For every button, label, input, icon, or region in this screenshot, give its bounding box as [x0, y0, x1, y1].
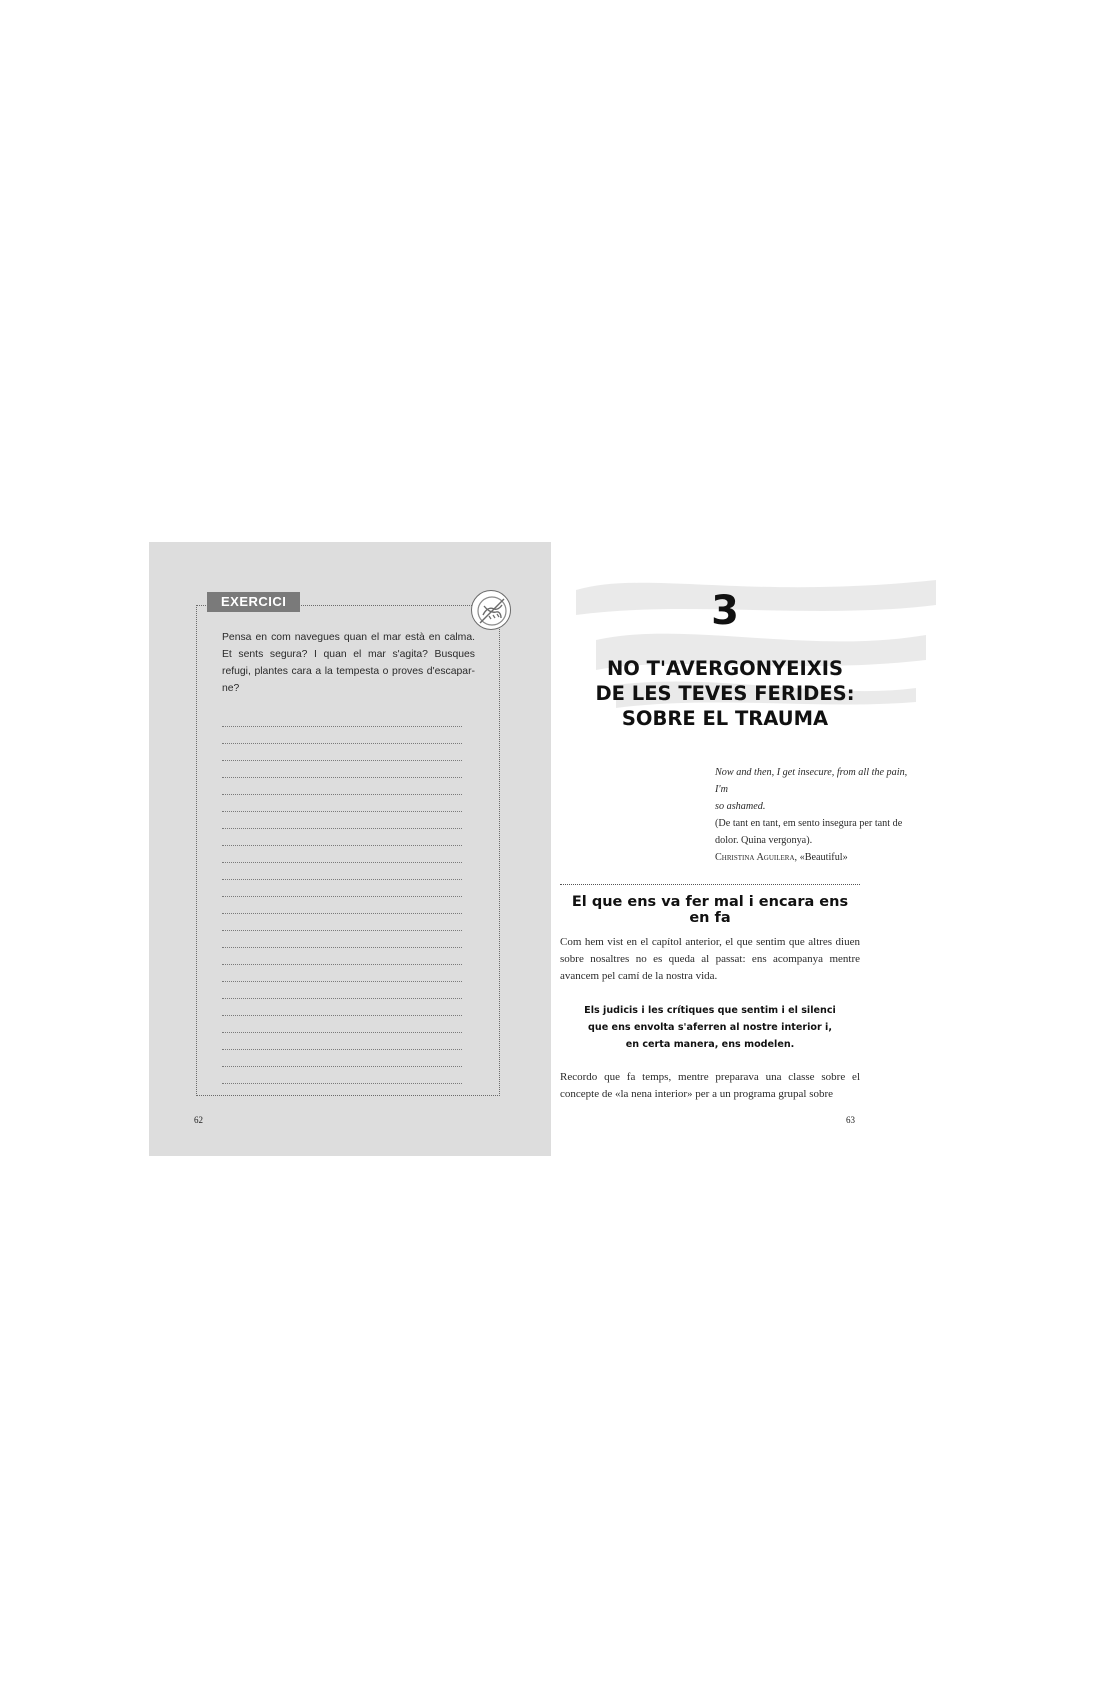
pull-quote-line: que ens envolta s'aferren al nostre interior i,: [588, 1022, 832, 1033]
answer-line: [222, 880, 462, 897]
epigraph-author: Christina Aguilera,: [715, 852, 798, 863]
epigraph-translation-line: (De tant en tant, em sento insegura per tant de: [715, 818, 903, 829]
epigraph-song: «Beautiful»: [799, 852, 848, 863]
epigraph-source: [715, 849, 915, 866]
page-number-left: 62: [194, 1115, 203, 1125]
answer-lines: [222, 710, 462, 1084]
answer-line: [222, 778, 462, 795]
answer-line: [222, 744, 462, 761]
exercise-prompt: Pensa en com navegues quan el mar està en calma. Et sents segura? I quan el mar s'agita? Busques refugi, plantes cara a la tempesta o proves d'escapar-ne?: [222, 632, 475, 694]
epigraph-translation-line: dolor. Quina vergonya).: [715, 835, 813, 846]
left-page: [149, 542, 551, 1156]
answer-line: [222, 1016, 462, 1033]
answer-line: [222, 999, 462, 1016]
answer-line: [222, 897, 462, 914]
answer-line: [222, 846, 462, 863]
section-divider: [560, 884, 860, 885]
pull-quote: [580, 1002, 840, 1053]
chapter-number: 3: [711, 588, 739, 634]
exercise-label: EXERCICI: [207, 592, 300, 612]
answer-line: [222, 829, 462, 846]
answer-line: [222, 1050, 462, 1067]
answer-line: [222, 863, 462, 880]
epigraph-english-line: Now and then, I get insecure, from all the pain, I'm: [715, 767, 908, 795]
chapter-title: [560, 656, 890, 731]
answer-line: [222, 948, 462, 965]
pull-quote-line: Els judicis i les crítiques que sentim i el silenci: [584, 1005, 836, 1016]
epigraph-english-line: so ashamed.: [715, 801, 766, 812]
page-number-right: 63: [846, 1115, 855, 1125]
answer-line: [222, 1033, 462, 1050]
pull-quote-line: en certa manera, ens modelen.: [625, 1039, 795, 1050]
right-page: [560, 542, 950, 1156]
answer-line: [222, 914, 462, 931]
section-title: El que ens va fer mal i encara ens en fa: [571, 894, 849, 926]
epigraph: [715, 764, 915, 866]
chapter-title-line: SOBRE EL TRAUMA: [621, 707, 829, 730]
answer-line: [222, 812, 462, 829]
answer-line: [222, 795, 462, 812]
answer-line: [222, 710, 462, 727]
answer-line: [222, 761, 462, 778]
answer-line: [222, 727, 462, 744]
hands-holding-icon-graphic: [472, 591, 512, 631]
body-paragraph: Com hem vist en el capítol anterior, el que sentim que altres diuen sobre nosaltres no es queda al passat: ens acompanya mentre avancem pel camí de la nostra vida.: [560, 936, 860, 982]
chapter-title-line: DE LES TEVES FERIDES:: [595, 682, 855, 705]
body-paragraph: Recordo que fa temps, mentre preparava una classe sobre el concepte de «la nena interior» per a un programa grupal sobre: [560, 1071, 860, 1100]
answer-line: [222, 931, 462, 948]
answer-line: [222, 965, 462, 982]
hands-holding-icon: [471, 590, 511, 630]
answer-line: [222, 1067, 462, 1084]
chapter-title-line: NO T'AVERGONYEIXIS: [606, 657, 844, 680]
answer-line: [222, 982, 462, 999]
book-spread: [149, 542, 950, 1156]
